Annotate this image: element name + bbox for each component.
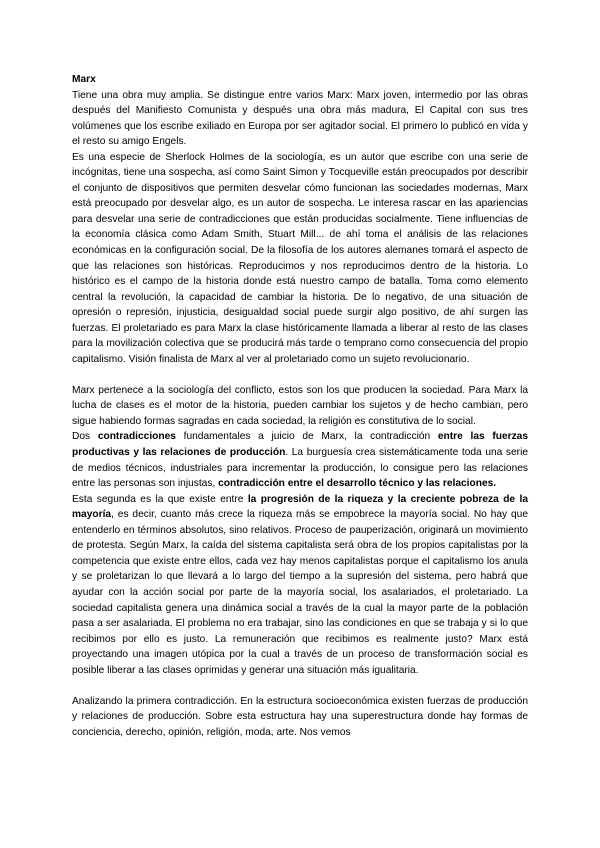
paragraph-second-contradiction [72,492,528,679]
document-title: Marx [72,74,96,85]
bold-run: la progresión de la riqueza y la creciente pobreza de la mayoría [72,493,528,521]
text-run: , es decir, cuanto más crece la riqueza más se empobrece la mayoría social. No hay que entenderlo en términos absolutos, sino relativos. Proceso de pauperización, originará un movimiento de protesta. Según Marx, la caída del sistema capitalista será obra de los propios capitalistas por la competencia que existe entre ellos, cada vez hay menos capitalistas porque el capitalismo los anula y se proletarizan lo que llevará a lo largo del tiempo a la supresión del sistema, pero habrá que ayudar con la acción social por parte de la mayoría social, los asalariados, el proletariado. La sociedad capitalista genera una dinámica social a través de la cual la mayor parte de la población pasa a ser asalariada. El problema no era trabajar, sino las condiciones en que se trabaja y si lo que recibimos por ello es justo. La remuneración que recibimos es realmente justo? Marx está proyectando una imagen utópica por la cual a través de un proceso de transformación social es posible liberar a las clases oprimidas y generar una situación más igualitaria. [72,509,528,676]
text-run: . La burguesía crea sistemáticamente toda una serie de medios técnicos, industriales para incrementar la producción, lo consigue pero las relaciones entre las personas son injustas, [72,447,528,490]
bold-run: entre las fuerzas productivas y las relaciones de producción [72,431,529,459]
text-run: Dos [72,431,98,443]
bold-run: contradicciones [97,431,176,443]
text-run: Esta segunda es la que existe entre [72,493,248,505]
paragraph-intro: Tiene una obra muy amplia. Se distingue entre varios Marx: Marx joven, intermedio por las obras después del Manifiesto Comunista y después una obra más madura, El Capital con sus tres volúmenes que los escribe exiliado en Europa por ser agitador social. El primero lo publicó en vida y el resto su amigo Engels. [72,89,528,148]
bold-run: contradicción entre el desarrollo técnico y las relaciones. [218,478,497,490]
paragraph-sherlock: Es una especie de Sherlock Holmes de la sociología, es un autor que escribe con una serie de incógnitas, tiene una sospecha, así como Saint Simon y Tocqueville están preocupados por describir el conjunto de dispositivos que permiten desvelar cómo funcionan las sociedades modernas, Marx está preocupado por desvelar algo, es un autor de sospecha. Le interesa rascar en las apariencias para desvelar una serie de contradicciones que están producidas socialmente. Tiene influencias de la economía clásica como Adam Smith, Stuart Mill... de ahí toma el análisis de las relaciones económicas en la configuración social. De la filosofía de los autores alemanes tomará el aspecto de que las relaciones son históricas. Reproducimos y nos reproducimos dentro de la historia. Lo histórico es el campo de la historia donde está nuestro campo de batalla. Toma como elemento central la revolución, la capacidad de cambiar la historia. De lo negativo, de una situación de opresión o represión, injusticia, desigualdad social puede surgir algo positivo, de ahí surgen las fuerzas. El proletariado es para Marx la clase históricamente llamada a liberar al resto de las clases para la movilización colectiva que se producirá más tarde o temprano como consecuencia del propio capitalismo. Visión finalista de Marx al ver al proletariado como un sujeto revolucionario. [72,151,528,365]
paragraph-contradictions [72,429,528,491]
paragraph-first-contradiction: Analizando la primera contradicción. En la estructura socioeconómica existen fuerzas de producción y relaciones de producción. Sobre esta estructura hay una superestructura donde hay formas de conciencia, derecho, opinión, religión, moda, arte. Nos vemos [72,695,528,738]
text-run: fundamentales a juicio de Marx, la contradicción [175,431,438,443]
paragraph-conflict: Marx pertenece a la sociología del conflicto, estos son los que producen la sociedad. Para Marx la lucha de clases es el motor de la historia, pueden cambiar los sujetos y de hecho cambian, pero sigue habiendo formas sagradas en cada sociedad, la religión es constitutiva de lo social. [72,384,528,427]
